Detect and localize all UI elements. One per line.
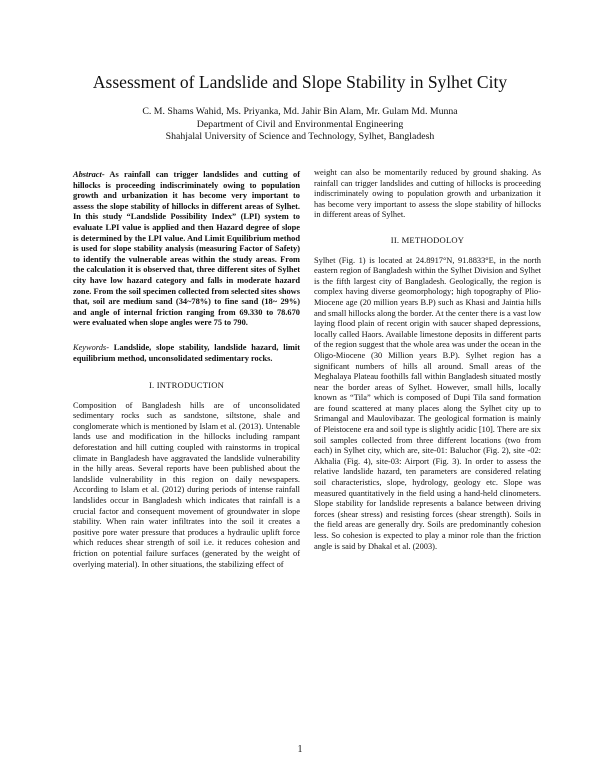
right-column	[314, 168, 541, 552]
section-heading-introduction: I. INTRODUCTION	[148, 380, 225, 391]
abstract	[73, 170, 300, 329]
university: Shahjalal University of Science and Technology, Sylhet, Bangladesh	[165, 131, 435, 142]
abstract-text: As rainfall can trigger landslides and cutting of hillocks is proceeding indiscriminately owing to population growth and urbanization it has become very important to assess the slope stability of hillocks in different areas of Sylhet. In this study “Landslide Possibility Index” (LPI) system to evaluate LPI value is applied and then Hazard degree of slope is determined by the LPI value. And Limit Equilibrium method is used for slope stability analysis (measuring Factor of Safety) to identify the vulnerable areas within the study areas. From the calculation it is observed that, three different sites of Sylhet city have low hazard category and falls in moderate hazard zone. From the soil specimen collected from selected sites shows that, soil are medium sand (34~78%) to fine sand (18~ 29%) and angle of internal friction ranging from 69.330 to 78.670 were evaluated when slope angles were 75 to 790.	[73, 170, 300, 328]
introduction-text: Composition of Bangladesh hills are of unconsolidated sedimentary rocks such as sandstone, siltstone, shale and conglomerate which is mentioned by Islam et al. (2013). Untenable lands use and modification in the hillocks including rampant deforestation and hill cutting coupled with rainstorms in tropical climate in Bangladesh have aggravated the landslide vulnerability in the hilly areas. Several reports have been published about the landslide vulnerability in this region on daily newspapers. According to Islam et al. (2012) during periods of intense rainfall landslides occur in Bangladesh which indicates that rainfall is a crucial factor and consequent movement of groundwater in slope stability. When rain water infiltrates into the soil it creates a positive pore water pressure that produces a hydraulic uplift force which reduces shear strength of soil i.e. it reduces cohesion and friction on potential failure surfaces (generated by the weight of overlying material). In other situations, the stabilizing effect of	[73, 400, 300, 569]
paper-title: Assessment of Landslide and Slope Stability in Sylhet City	[92, 72, 508, 92]
introduction-continuation: weight can also be momentarily reduced by ground shaking. As rainfall can trigger landslides and cutting of hillocks is proceeding indiscriminately owing to population growth and urbanization it has become very important to assess the slope stability of hillocks in different areas of Sylhet.	[314, 168, 541, 220]
section-heading-methodology: II. METHODOLOY	[390, 234, 465, 245]
keywords-text: Landslide, slope stability, landslide hazard, limit equilibrium method, unconsolidated sedimentary rocks.	[73, 342, 301, 363]
keywords-label: Keywords-	[73, 342, 109, 352]
methodology-text: Sylhet (Fig. 1) is located at 24.8917°N, 91.8833°E, in the north eastern region of Bangladesh within the Sylhet Division and Sylhet is the fifth largest city of Bangladesh. Geologically, the region is complex having diverse geomorphology; high topography of Plio-Miocene age (20 million years B.P) such as Khasi and Jaintia hills and small hillocks along the border. At the center there is a vast low laying flood plain of recent origin with saucer shaped depressions, locally called Haors. Available limestone deposits in different parts of the region suggest that the whole area was under the ocean in the Oligo-Miocene (30 Million years B.P). Sylhet region has a significant numbers of hills all around. Small areas of the Meghalaya Plateau foothills fall within Bangladesh situated mostly near the border areas of Sylhet. However, small hills, locally known as “Tila” which is composed of Dupi Tila sand formation are found scattered at many places along the Sylhet city up to Srimangal and Maulovibazar. The geological formation is mainly of Pleistocene era and soil type is slightly acidic [10]. There are six soil samples collected from three different locations (two from each) in Sylhet city, which are, site-01: Baluchor (Fig. 2), site -02: Akhalia (Fig. 4), site-03: Airport (Fig. 3). In order to assess the relative landslide hazard, ten parameters are considered relating soil characteristics, slope, hydrology, geology etc. Slope was measured quantitatively in the field using a hand-held clinometers. Slope stability for landslide represents a balance between driving forces (shear stress) and resisting forces (shear strength). Soils in the field areas are generally dry. Soils are predominantly cohesion less. So cohesion is expected to play a minor role than the friction angle is said by Dhakal et al. (2003).	[314, 255, 541, 551]
department: Department of Civil and Environmental Engineering	[196, 118, 404, 130]
author-block	[0, 106, 600, 144]
author-names: C. M. Shams Wahid, Ms. Priyanka, Md. Jahir Bin Alam, Mr. Gulam Md. Munna	[142, 106, 458, 117]
page-number: 1	[297, 744, 303, 755]
abstract-label: Abstract-	[73, 170, 105, 179]
left-column	[73, 170, 300, 570]
keywords	[73, 343, 300, 364]
